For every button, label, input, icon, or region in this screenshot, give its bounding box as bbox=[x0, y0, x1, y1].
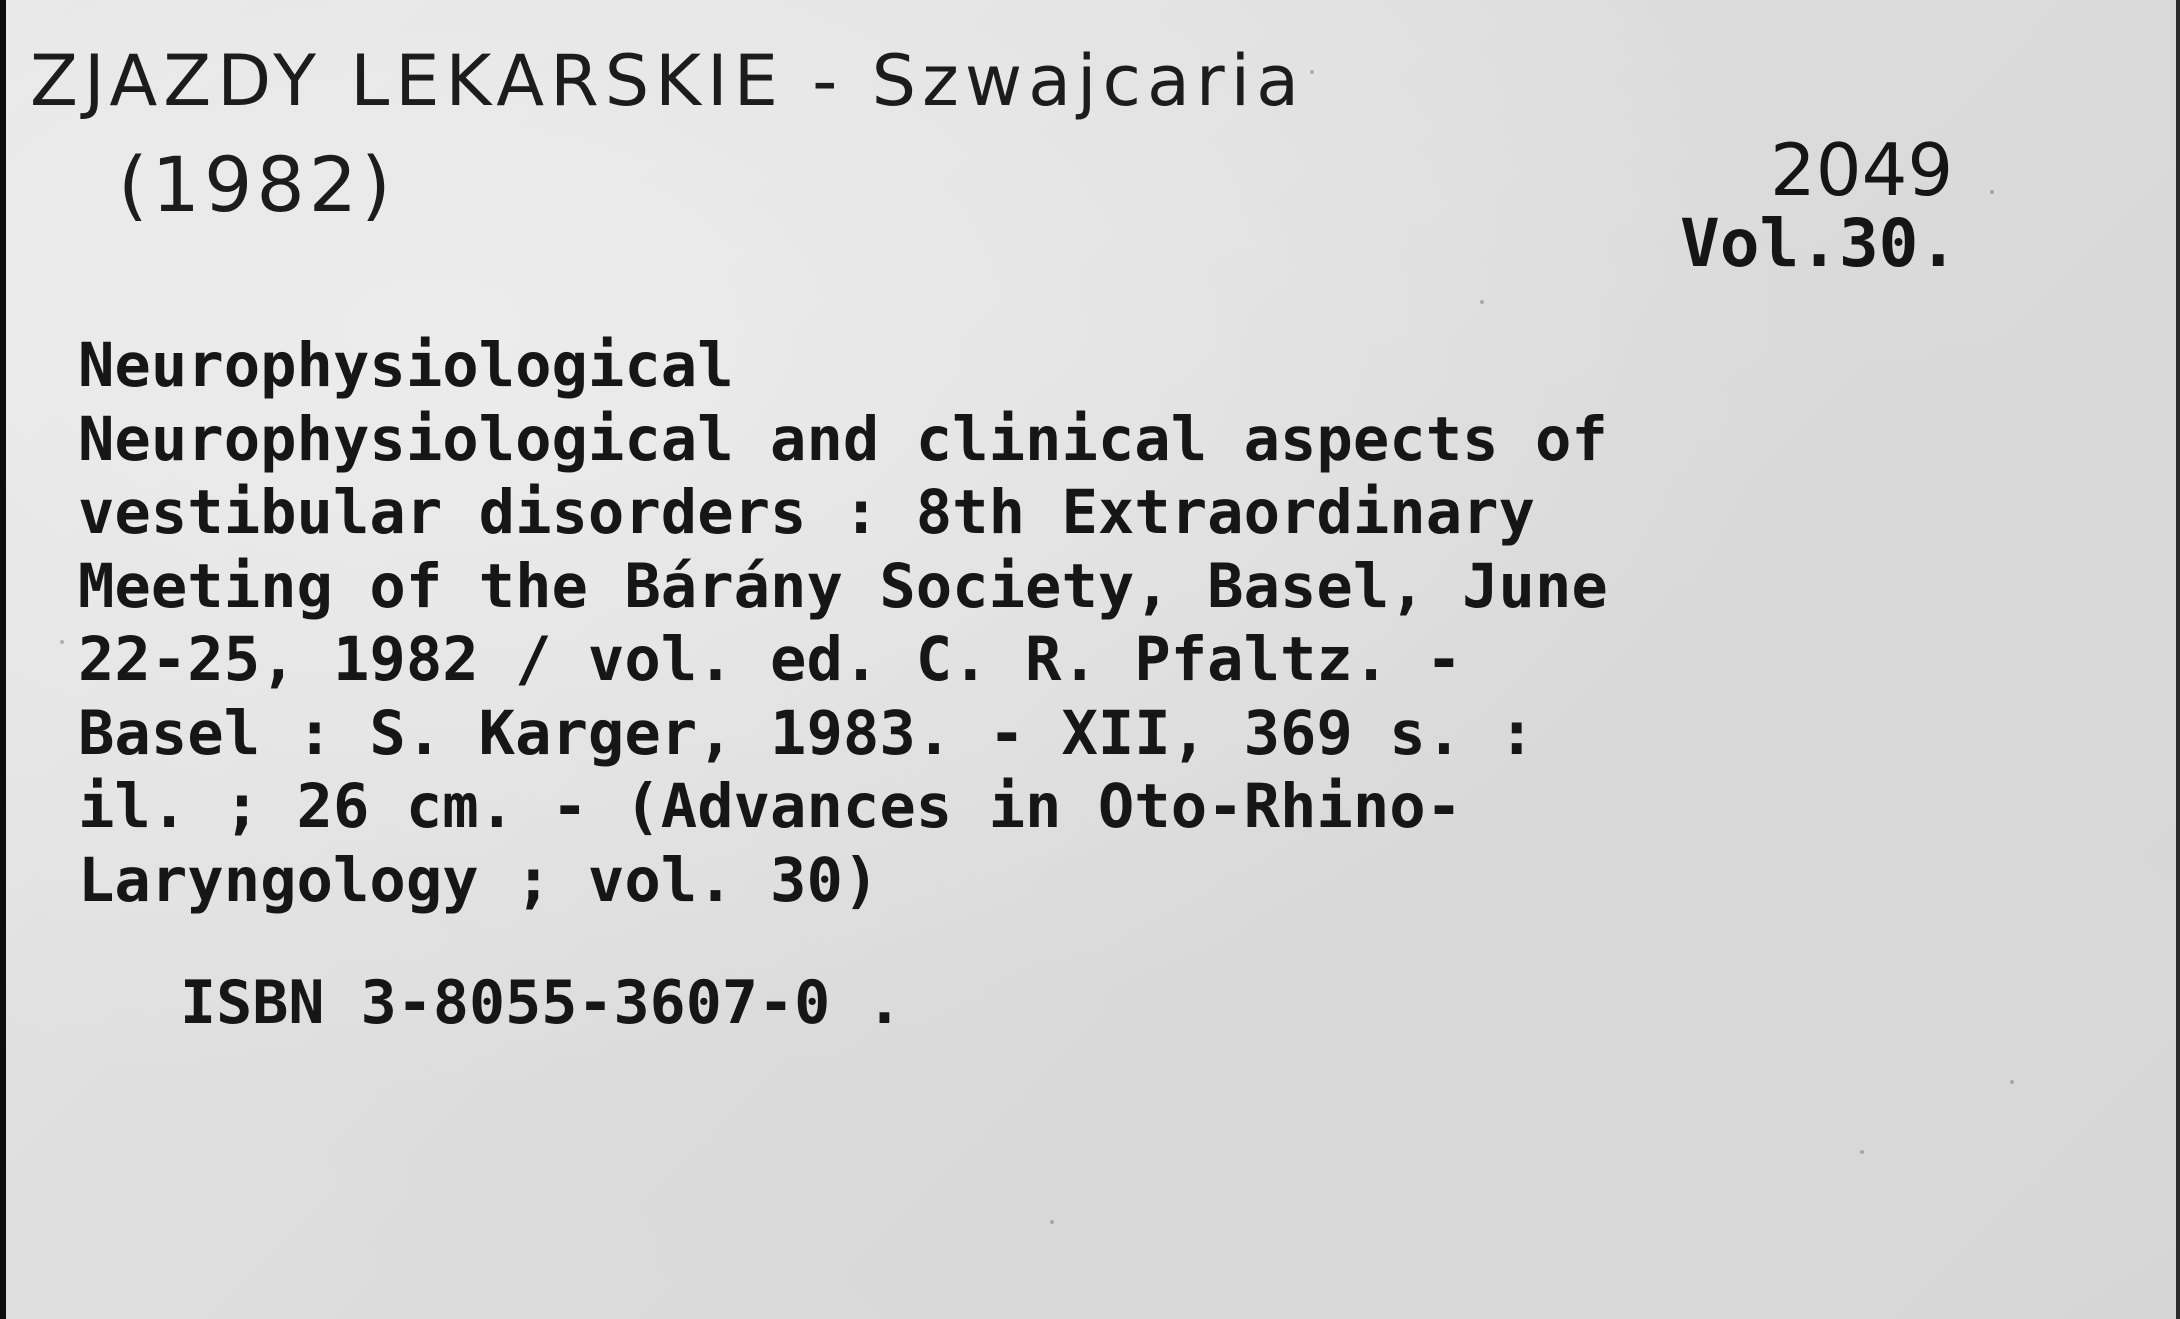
description-line: vestibular disorders : 8th Extraordinary bbox=[78, 478, 1535, 548]
description-line: Meeting of the Bárány Society, Basel, June bbox=[78, 551, 1608, 622]
description-line: Basel : S. Karger, 1983. - XII, 369 s. : bbox=[78, 698, 1535, 769]
main-entry: Neurophysiological bbox=[78, 331, 734, 401]
paper-speck bbox=[1050, 1220, 1054, 1224]
description-line: Laryngology ; vol. 30) bbox=[78, 845, 880, 916]
paper-speck bbox=[1310, 70, 1314, 74]
volume-label: Vol.30. bbox=[1680, 205, 1959, 282]
paper-speck bbox=[1860, 1150, 1864, 1154]
paper-speck bbox=[1990, 190, 1994, 194]
description-line: Neurophysiological and clinical aspects of bbox=[78, 404, 1608, 475]
paper-speck bbox=[1480, 300, 1484, 304]
paper-speck bbox=[2010, 1080, 2014, 1084]
description-line: il. ; 26 cm. - (Advances in Oto-Rhino- bbox=[78, 772, 1463, 842]
subject-year: (1982) bbox=[118, 140, 395, 229]
paper-speck bbox=[60, 640, 64, 644]
isbn: ISBN 3-8055-3607-0 . bbox=[180, 968, 903, 1038]
bibliographic-description bbox=[78, 330, 1608, 918]
subject-heading: ZJAZDY LEKARSKIE - Szwajcaria bbox=[30, 40, 1305, 122]
description-line: 22-25, 1982 / vol. ed. C. R. Pfaltz. - bbox=[78, 625, 1463, 695]
call-number: 2049 bbox=[1770, 128, 1954, 212]
